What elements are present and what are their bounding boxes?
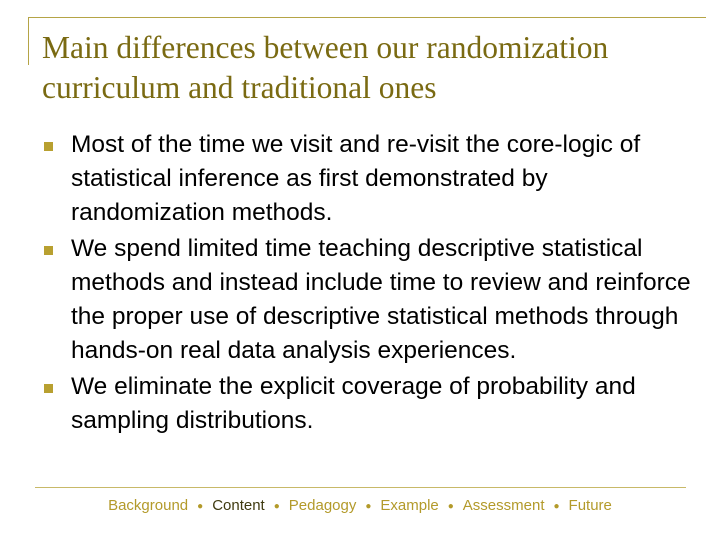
bullet-item	[44, 370, 694, 438]
footer-nav	[0, 496, 720, 517]
square-bullet-icon	[44, 246, 53, 255]
bullet-item	[44, 232, 694, 368]
footer-separator-icon: ●	[273, 501, 280, 512]
footer-divider	[35, 487, 686, 488]
footer-separator-icon: ●	[197, 501, 204, 512]
footer-link-background[interactable]: Background	[108, 497, 189, 514]
footer-link-example[interactable]: Example	[380, 497, 439, 514]
title-frame-top-line	[28, 17, 706, 18]
footer-separator-icon: ●	[553, 501, 560, 512]
bullet-text: We eliminate the explicit coverage of probability and sampling distributions.	[71, 373, 636, 434]
footer-separator-icon: ●	[447, 501, 454, 512]
title-frame-left-line	[28, 17, 29, 65]
footer-link-assessment[interactable]: Assessment	[462, 497, 545, 514]
bullet-text: We spend limited time teaching descriptive statistical methods and instead include time to review and reinforce the proper use of descriptive statistical methods through hands-on real data analysis experiences.	[71, 235, 691, 364]
footer-link-future[interactable]: Future	[568, 497, 612, 514]
square-bullet-icon	[44, 142, 53, 151]
footer-link-content[interactable]: Content	[212, 497, 265, 514]
bullet-item	[44, 128, 694, 230]
bullet-text: Most of the time we visit and re-visit the core-logic of statistical inference as first demonstrated by randomization methods.	[71, 131, 641, 226]
bullet-list	[44, 128, 694, 440]
square-bullet-icon	[44, 384, 53, 393]
footer-separator-icon: ●	[365, 501, 372, 512]
slide-title: Main differences between our randomization curriculum and traditional ones	[42, 30, 609, 105]
footer-link-pedagogy[interactable]: Pedagogy	[288, 497, 357, 514]
